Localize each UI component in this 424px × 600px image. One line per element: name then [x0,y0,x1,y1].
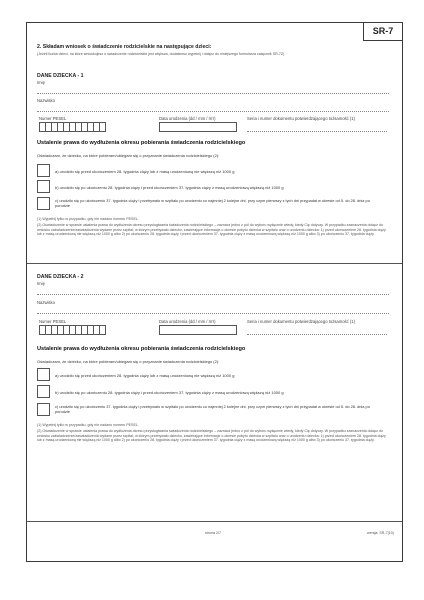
child-1-last-name-field[interactable] [37,111,389,112]
child-2-header: DANE DZIECKA - 2 [37,274,84,280]
child-1-option-a-checkbox[interactable] [37,164,50,177]
child-2-option-c-checkbox[interactable] [37,403,50,416]
child-2-footnote-2: (2) Oświadczenie w sprawie ustalenia prawa do wydłużenia okresu przysługiwania świadczenia rodzicielskiego – zaznacz jedno z pól do wyboru wyłącznie wtedy, kiedy Cię dotyczy. W przypadku zaznaczenia dołącz do wniosku zaświadczenie/zaświadczenia wydane przez szpital, w którym przebywało dziecko, zawierające informacje o okresie pobytu dziecka w szpitalu oraz o urodzeniu dziecka: 1) przed ukończeniem 28. tygodnia ciąży lub z masą urodzeniową nie większą niż 1000 g albo 2) po ukończeniu 28. tygodnia ciąży i przed ukończeniem 37. tygodnia ciąży z masą urodzeniową większą niż 1000 g albo 3) po ukończeniu 37. tygodnia ciąży. [37,429,386,443]
child-1-last-name-label: Nazwisko [37,98,55,103]
child-1-first-name-field[interactable] [37,93,389,94]
form-page-frame [26,22,403,562]
child-separator [27,263,402,264]
child-1-extension-title: Ustalenie prawa do wydłużenia okresu pobierania świadczenia rodzicielskiego [37,140,246,146]
footer-separator [27,521,402,522]
section-note: (Jeżeli liczba dzieci, na które wnioskujesz o świadczenie rodzicielskie jest większa, dodatkowo wypełnij i dołącz do niniejszego formularza załącznik SR-7Z) [37,52,285,56]
child-1-id-doc-field[interactable] [247,131,387,132]
child-1-pesel-label: Numer PESEL [39,116,67,121]
child-1-first-name-label: Imię [37,80,45,85]
child-2-option-b-checkbox[interactable] [37,385,50,398]
form-version: wersja: SR-7(10) [367,531,394,535]
child-1-id-doc-label: Seria i numer dokumentu potwierdzającego tożsamość (1) [247,116,355,121]
child-2-pesel-label: Numer PESEL [39,319,67,324]
child-1-birth-date-label: Data urodzenia (dd / mm / rrrr) [159,116,216,121]
child-1-option-b-text: b) urodziło się po ukończeniu 28. tygodnia ciąży i przed ukończeniem 37. tygodnia ciąży z masą urodzeniową większą niż 1000 g [55,185,284,190]
child-2-footnote-1: (1) Wypełnij tylko w przypadku, gdy nie nadano numeru PESEL. [37,423,139,427]
child-2-extension-title: Ustalenie prawa do wydłużenia okresu pobierania świadczenia rodzicielskiego [37,346,246,352]
child-1-header: DANE DZIECKA - 1 [37,73,84,79]
child-1-option-c-text: c) urodziło się po ukończeniu 37. tygodnia ciąży i przebywało w szpitalu po urodzeniu co najmniej 2 kolejne dni, przy czym pierwszy z tych dni przypadał w okresie od 5. do 28. dnia po porodzie [55,198,370,208]
child-2-last-name-field[interactable] [37,313,389,314]
child-1-footnote-2: (2) Oświadczenie w sprawie ustalenia prawa do wydłużenia okresu przysługiwania świadczenia rodzicielskiego – zaznacz jedno z pól do wyboru wyłącznie wtedy, kiedy Cię dotyczy. W przypadku zaznaczenia dołącz do wniosku zaświadczenie/zaświadczenia wydane przez szpital, w którym przebywało dziecko, zawierające informacje o okresie pobytu dziecka w szpitalu oraz o urodzeniu dziecka: 1) przed ukończeniem 28. tygodnia ciąży lub z masą urodzeniową nie większą niż 1000 g albo 2) po ukończeniu 28. tygodnia ciąży i przed ukończeniem 37. tygodnia ciąży z masą urodzeniową większą niż 1000 g albo 3) po ukończeniu 37. tygodnia ciąży. [37,223,386,237]
child-2-last-name-label: Nazwisko [37,300,55,305]
child-1-footnote-1: (1) Wypełnij tylko w przypadku, gdy nie nadano numeru PESEL. [37,217,139,221]
child-2-option-a-checkbox[interactable] [37,368,50,381]
child-1-declaration: Oświadczam, że dziecko, na które pobieram/ubiegam się o przyznanie świadczenia rodzicielskiego (2): [37,153,220,158]
child-2-id-doc-field[interactable] [247,334,387,335]
child-1-pesel-input[interactable] [39,122,105,132]
child-1-birth-date-input[interactable] [159,122,237,132]
form-code-badge: SR-7 [363,23,402,41]
child-2-option-c-text: c) urodziło się po ukończeniu 37. tygodnia ciąży i przebywało w szpitalu po urodzeniu co najmniej 2 kolejne dni, przy czym pierwszy z tych dni przypadał w okresie od 5. do 28. dnia po porodzie [55,404,370,414]
child-2-first-name-label: Imię [37,281,45,286]
child-2-option-a-text: a) urodziło się przed ukończeniem 28. tygodnia ciąży lub z masą urodzeniową nie większą niż 1000 g [55,373,235,378]
section-title: 2. Składam wniosek o świadczenie rodzicielskie na następujące dzieci: [37,44,212,50]
child-2-option-b-text: b) urodziło się po ukończeniu 28. tygodnia ciąży i przed ukończeniem 37. tygodnia ciąży z masą urodzeniową większą niż 1000 g [55,390,284,395]
child-2-declaration: Oświadczam, że dziecko, na które pobieram/ubiegam się o przyznanie świadczenia rodzicielskiego (2): [37,359,220,364]
child-2-first-name-field[interactable] [37,294,389,295]
child-2-id-doc-label: Seria i numer dokumentu potwierdzającego tożsamość (1) [247,319,355,324]
child-2-birth-date-label: Data urodzenia (dd / mm / rrrr) [159,319,216,324]
child-2-birth-date-input[interactable] [159,325,237,335]
child-1-option-a-text: a) urodziło się przed ukończeniem 28. tygodnia ciąży lub z masą urodzeniową nie większą niż 1000 g [55,169,235,174]
child-2-pesel-input[interactable] [39,325,105,335]
child-1-option-b-checkbox[interactable] [37,180,50,193]
page-number: strona 2/7 [205,531,221,535]
child-1-option-c-checkbox[interactable] [37,197,50,210]
